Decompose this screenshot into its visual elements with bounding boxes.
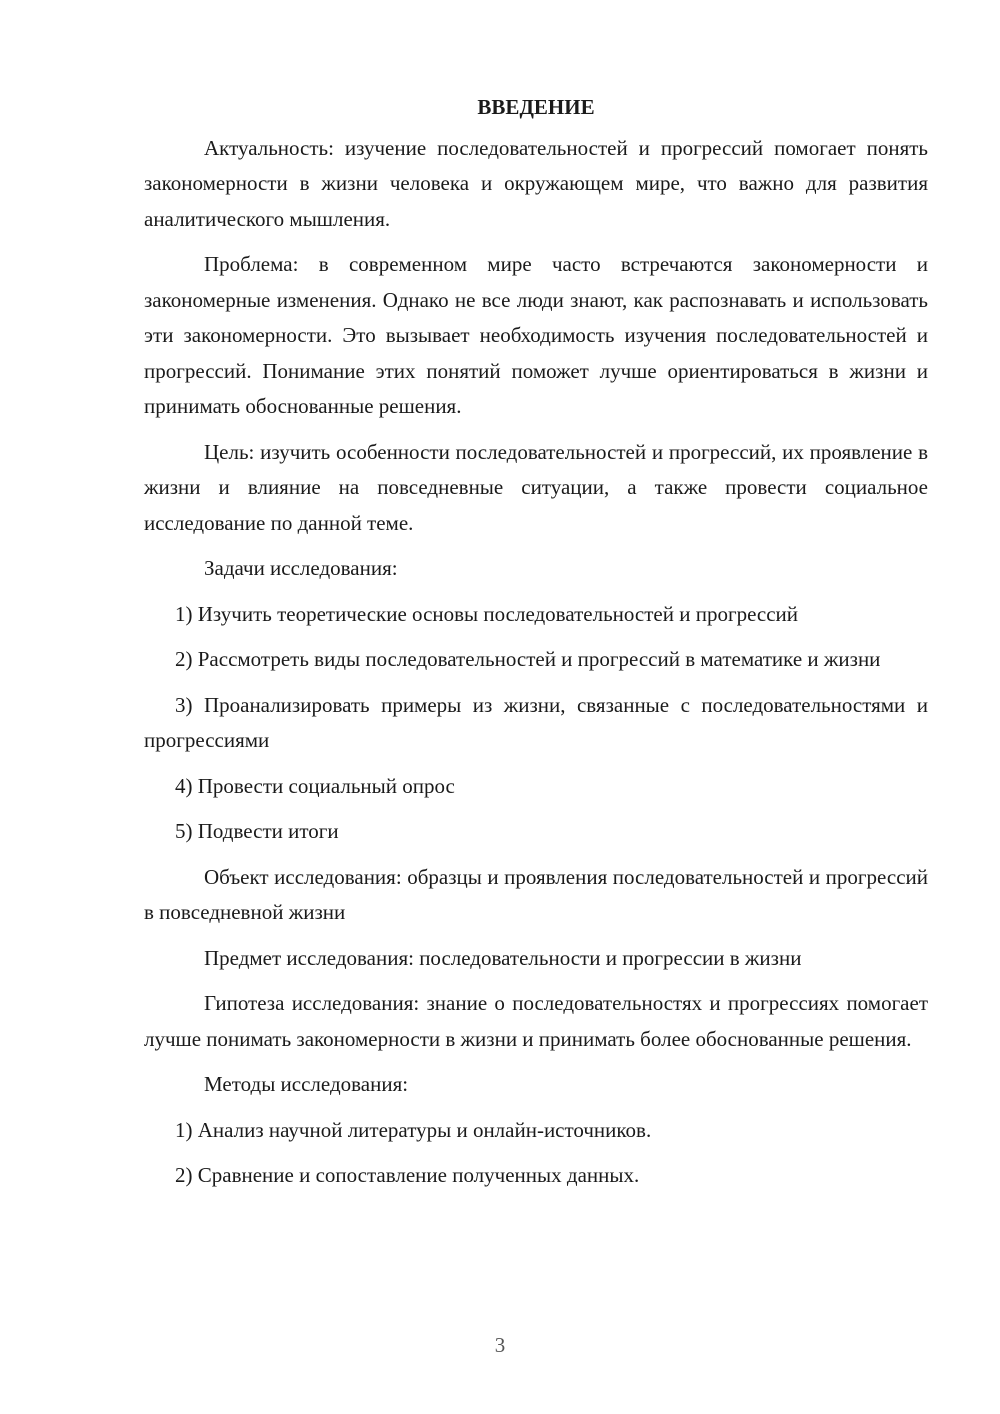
- problem-paragraph: Проблема: в современном мире часто встречаются закономерности и закономерные изменения. Однако не все люди знают, как распознавать и использовать эти закономерности. Это вызывает необходимость изучения последовательностей и прогрессий. Понимание этих понятий поможет лучше ориентироваться в жизни и принимать обоснованные решения.: [144, 252, 928, 418]
- subject-paragraph: Предмет исследования: последовательности и прогрессии в жизни: [204, 945, 802, 970]
- task-item: 4) Провести социальный опрос: [175, 773, 455, 798]
- task-item: 1) Изучить теоретические основы последовательностей и прогрессий: [175, 601, 799, 626]
- page-title: ВВЕДЕНИЕ: [477, 95, 595, 119]
- tasks-heading: Задачи исследования:: [204, 556, 398, 580]
- object-paragraph: Объект исследования: образцы и проявления последовательностей и прогрессий в повседневной жизни: [144, 864, 928, 924]
- method-item: 1) Анализ научной литературы и онлайн-источников.: [175, 1117, 652, 1142]
- page-number: 3: [494, 1333, 506, 1357]
- page-body: [144, 90, 928, 1204]
- method-item: 2) Сравнение и сопоставление полученных данных.: [175, 1163, 640, 1187]
- task-item: 3) Проанализировать примеры из жизни, связанные с последовательностями и прогрессиями: [144, 692, 928, 752]
- task-item: 5) Подвести итоги: [175, 819, 339, 843]
- methods-heading: Методы исследования:: [204, 1072, 409, 1096]
- task-item: 2) Рассмотреть виды последовательностей и прогрессий в математике и жизни: [175, 647, 881, 671]
- relevance-paragraph: Актуальность: изучение последовательностей и прогрессий помогает понять закономерности в жизни человека и окружающем мире, что важно для развития аналитического мышления.: [144, 135, 928, 231]
- goal-paragraph: Цель: изучить особенности последовательностей и прогрессий, их проявление в жизни и влияние на повседневные ситуации, а также провести социальное исследование по данной теме.: [144, 439, 928, 535]
- hypothesis-paragraph: Гипотеза исследования: знание о последовательностях и прогрессиях помогает лучше понимать закономерности в жизни и принимать более обоснованные решения.: [144, 991, 928, 1051]
